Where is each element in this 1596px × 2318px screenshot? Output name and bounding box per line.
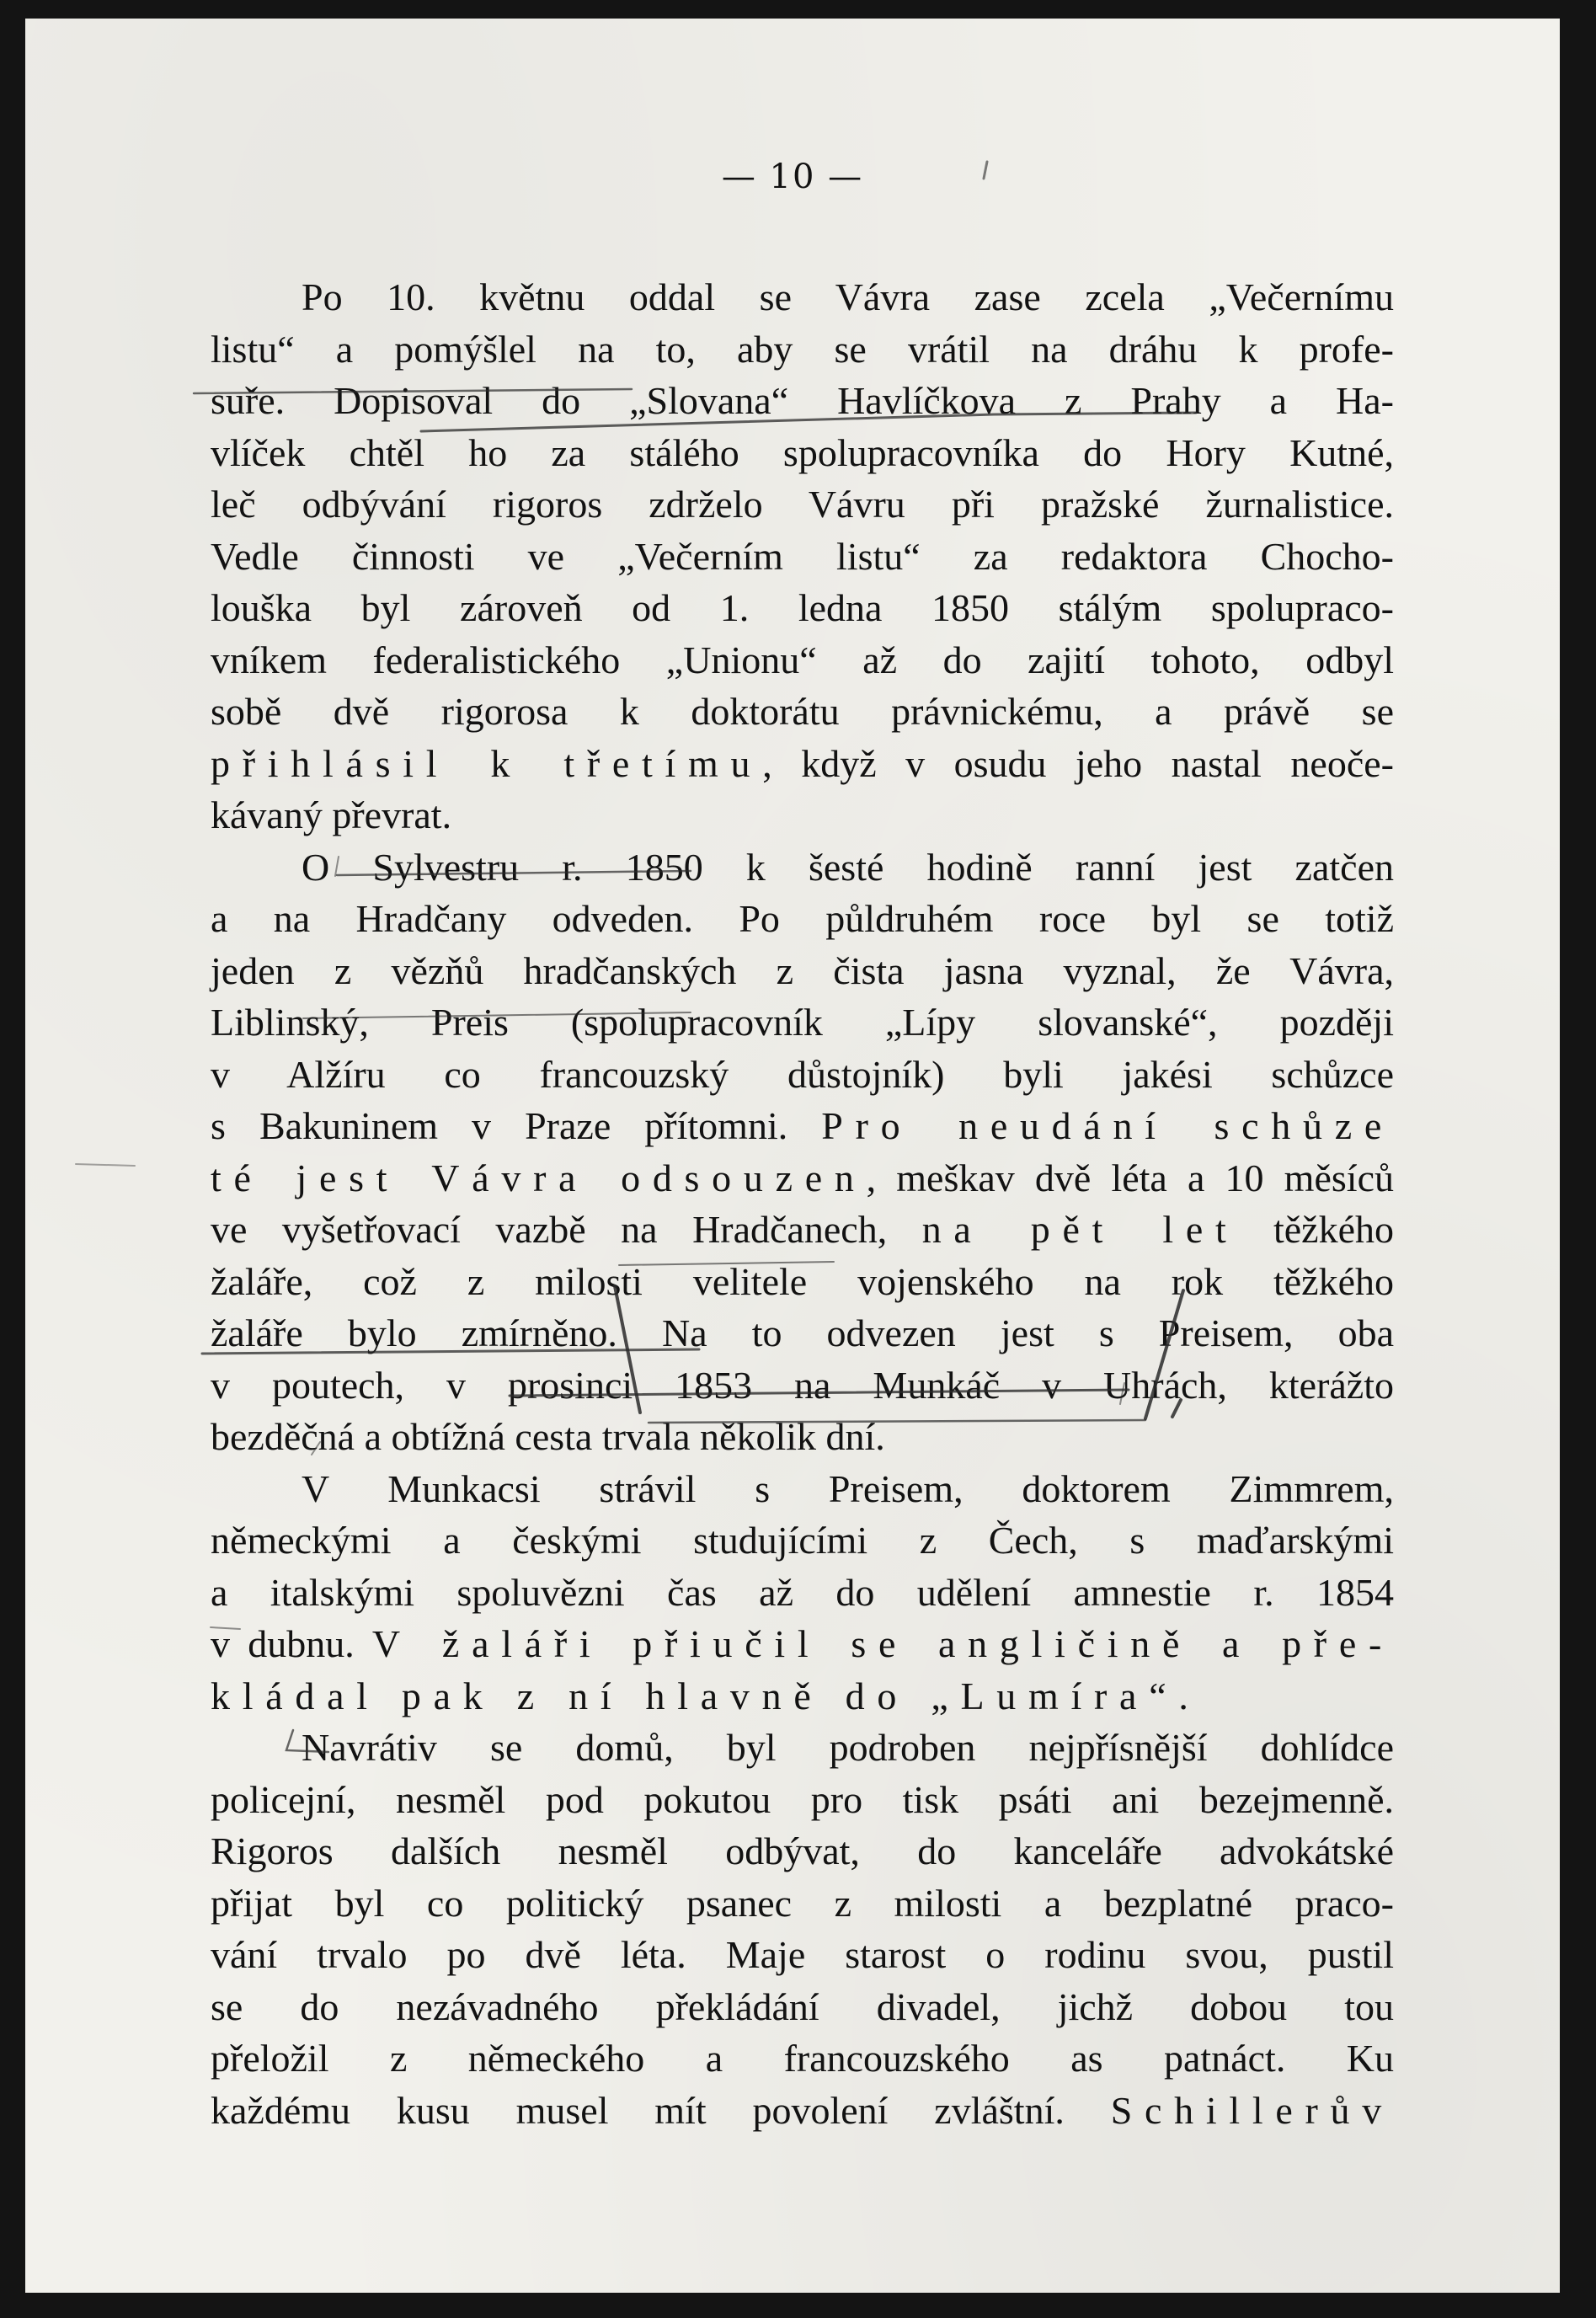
text-line: listu“ a pomýšlel na to, aby se vrátil na dráhu k profe-	[211, 327, 1394, 371]
text-line: Liblinský, Preis (spolupracovník „Lípy slovanské“, později	[211, 1001, 1394, 1044]
text-line: bezděčná a obtížná cesta trvala několik dní.	[211, 1415, 885, 1458]
page-number: — 10 —	[721, 158, 864, 196]
text-line: Vedle činnosti ve „Večerním listu“ za redaktora Chocho-	[211, 534, 1394, 578]
pencil-mark	[76, 1164, 135, 1166]
text-line: v Alžíru co francouzský důstojník) byli jakési schůzce	[211, 1052, 1394, 1096]
text-fragment: .	[1178, 1674, 1188, 1717]
text-line: a italskými spoluvězni čas až do udělení amnestie r. 1854	[211, 1570, 1394, 1614]
paragraph-4	[211, 1722, 1394, 2136]
spaced-text: Pro neudání schůze	[821, 1104, 1394, 1147]
paragraph-2	[211, 841, 1394, 1463]
spaced-text: V žaláři přiučil se angličině a pře-	[371, 1622, 1394, 1665]
paragraph-3	[211, 1463, 1394, 1722]
text-column	[211, 271, 1394, 2136]
text-line: žaláře, což z milosti velitele vojenského na rok těžkého	[211, 1259, 1394, 1303]
text-line	[211, 738, 1394, 790]
text-line	[211, 1204, 1394, 1256]
text-line: německými a českými studujícími z Čech, s maďarskými	[211, 1519, 1394, 1562]
text-fragment: , když v osudu jeho nastal neoče-	[762, 741, 1394, 785]
text-line: Po 10. květnu oddal se Vávra zase zcela „Večernímu	[302, 275, 1394, 318]
text-line: sobě dvě rigorosa k doktorátu právnickému, a právě se	[211, 690, 1394, 733]
text-line: v poutech, v prosinci 1853 na Munkáč v Uhrách, kterážto	[211, 1363, 1394, 1407]
text-line: suře. Dopisoval do „Slovana“ Havlíčkova z Prahy a Ha-	[211, 379, 1394, 422]
text-line: přeložil z německého a francouzského as patnáct. Ku	[211, 2037, 1394, 2080]
text-line: O Sylvestru r. 1850 k šesté hodině ranní jest zatčen	[302, 845, 1394, 889]
text-line: se do nezávadného překládání divadel, jichž dobou tou	[211, 1984, 1394, 2028]
text-line: policejní, nesměl pod pokutou pro tisk psáti ani bezejmenně.	[211, 1777, 1394, 1821]
text-fragment: každému kusu musel mít povolení zvláštní.	[211, 2088, 1111, 2132]
text-line	[211, 1152, 1394, 1204]
spaced-text: na pět let	[921, 1208, 1239, 1251]
spaced-text: Schillerův	[1110, 2088, 1394, 2132]
text-line: vlíček chtěl ho za stálého spolupracovníka do Hory Kutné,	[211, 430, 1394, 474]
text-line: vání trvalo po dvě léta. Maje starost o rodinu svou, pustil	[211, 1933, 1394, 1976]
text-line: V Munkacsi strávil s Preisem, doktorem Zimmrem,	[302, 1466, 1394, 1510]
text-line: a na Hradčany odveden. Po půldruhém roce byl se totiž	[211, 897, 1394, 940]
text-line: přijat byl co politický psanec z milosti a bezplatné praco-	[211, 1881, 1394, 1925]
text-line: vníkem federalistického „Unionu“ až do zajití tohoto, odbyl	[211, 638, 1394, 681]
text-fragment: v dubnu.	[211, 1622, 372, 1665]
text-fragment: ve vyšetřovací vazbě na Hradčanech,	[211, 1208, 922, 1251]
text-line	[211, 1618, 1394, 1670]
text-line	[211, 1100, 1394, 1152]
text-line	[211, 2085, 1394, 2137]
text-line: Navrátiv se domů, byl podroben nejpřísnější dohlídce	[302, 1726, 1394, 1769]
text-line: žaláře bylo zmírněno. Na to odvezen jest s Preisem, oba	[211, 1311, 1394, 1354]
spaced-text: přihlásil k třetímu	[211, 741, 763, 785]
text-line: louška byl zároveň od 1. ledna 1850 stálým spolupraco-	[211, 586, 1394, 629]
spaced-text: kládal pak z ní hlavně do „Lumíra“	[211, 1674, 1179, 1717]
text-line	[211, 1670, 1394, 1722]
text-line: kávaný převrat.	[211, 793, 452, 836]
text-fragment: s Bakuninem v Praze přítomni.	[211, 1104, 822, 1147]
text-fragment: těžkého	[1238, 1208, 1395, 1251]
text-fragment: , meškav dvě léta a 10 měsíců	[866, 1156, 1394, 1199]
text-line: Rigoros dalších nesměl odbývat, do kanceláře advokátské	[211, 1829, 1394, 1872]
text-line: jeden z vězňů hradčanských z čista jasna vyznal, že Vávra,	[211, 948, 1394, 992]
text-line: leč odbývání rigoros zdrželo Vávru při pražské žurnalistice.	[211, 483, 1394, 526]
book-page	[25, 19, 1560, 2293]
spaced-text: té jest Vávra odsouzen	[211, 1156, 867, 1199]
paragraph-1	[211, 271, 1394, 841]
